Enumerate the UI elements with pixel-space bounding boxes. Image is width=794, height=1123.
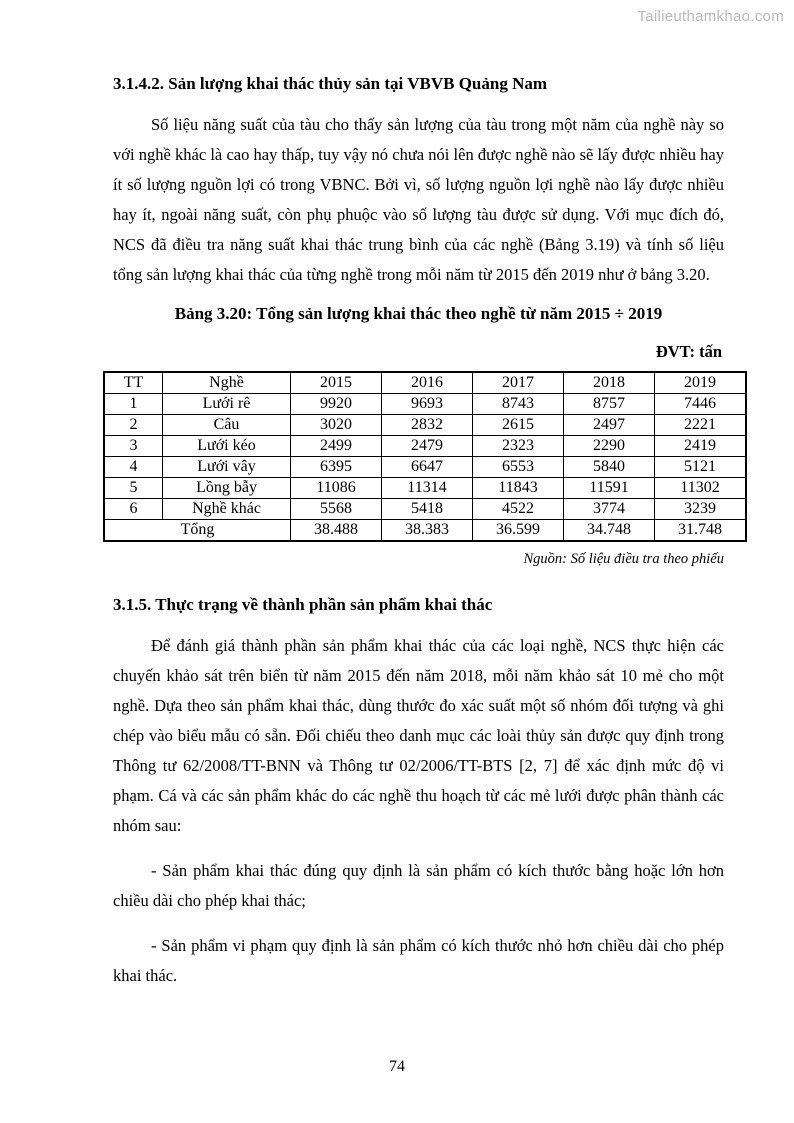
- table-row: [104, 499, 746, 520]
- table-header-cell: 2018: [564, 372, 655, 394]
- table-header-row: [104, 372, 746, 394]
- table-cell: 4522: [473, 499, 564, 520]
- table-cell: 2499: [291, 436, 382, 457]
- table-cell: 5840: [564, 457, 655, 478]
- table-cell: 11591: [564, 478, 655, 499]
- table-cell: 3020: [291, 415, 382, 436]
- table-cell: Lưới vây: [163, 457, 291, 478]
- table-cell: 11302: [655, 478, 747, 499]
- table-row: [104, 394, 746, 415]
- table-cell: Câu: [163, 415, 291, 436]
- page-content: [113, 72, 724, 991]
- table-header-cell: 2019: [655, 372, 747, 394]
- paragraph-catch-output: Số liệu năng suất của tàu cho thấy sản lượng của tàu trong một năm của nghề này so với nghề khác là cao hay thấp, tuy vậy nó chưa nói lên được nghề nào sẽ lấy được nhiều hay ít số lượng nguồn lợi có trong VBNC. Bởi vì, số lượng nguồn lợi nghề nào lấy được nhiều hay ít, ngoài năng suất, còn phụ phuộc vào số lượng tàu được sử dụng. Với mục đích đó, NCS đã điều tra năng suất khai thác trung bình của các nghề (Bảng 3.19) và tính số liệu tổng sản lượng khai thác của từng nghề trong mỗi năm từ 2015 đến 2019 như ở bảng 3.20.: [113, 115, 724, 284]
- unit-label: ĐVT: tấn: [655, 342, 722, 361]
- table-row: [104, 436, 746, 457]
- table-row: [104, 457, 746, 478]
- table-cell: Lưới rê: [163, 394, 291, 415]
- table-cell: 2290: [564, 436, 655, 457]
- table-cell: 1: [104, 394, 163, 415]
- table-cell: 5: [104, 478, 163, 499]
- table-row: [104, 478, 746, 499]
- table-row: [104, 415, 746, 436]
- table-cell: 6: [104, 499, 163, 520]
- table-source-note: Nguồn: Số liệu điều tra theo phiếu: [523, 551, 724, 567]
- table-cell: 2615: [473, 415, 564, 436]
- table-header-cell: 2016: [382, 372, 473, 394]
- page-number: 74: [389, 1058, 405, 1075]
- table-total-cell: 34.748: [564, 520, 655, 542]
- table-header-cell: Nghề: [163, 372, 291, 394]
- bullet-compliant-product: - Sản phẩm khai thác đúng quy định là sản phẩm có kích thước bằng hoặc lớn hơn chiều dài cho phép khai thác;: [113, 861, 724, 910]
- table-cell: 2: [104, 415, 163, 436]
- table-total-cell: 36.599: [473, 520, 564, 542]
- table-cell: 2419: [655, 436, 747, 457]
- section-heading-3142: 3.1.4.2. Sản lượng khai thác thủy sản tại VBVB Quảng Nam: [113, 74, 548, 93]
- table-cell: 4: [104, 457, 163, 478]
- table-cell: 7446: [655, 394, 747, 415]
- table-cell: 11086: [291, 478, 382, 499]
- section-heading-315: 3.1.5. Thực trạng về thành phần sản phẩm khai thác: [113, 595, 493, 614]
- table-cell: 5418: [382, 499, 473, 520]
- table-cell: 11843: [473, 478, 564, 499]
- table-cell: 11314: [382, 478, 473, 499]
- table-cell: 2221: [655, 415, 747, 436]
- table-header-cell: TT: [104, 372, 163, 394]
- table-cell: Lưới kéo: [163, 436, 291, 457]
- table-cell: 2497: [564, 415, 655, 436]
- table-total-label: Tổng: [104, 520, 291, 542]
- table-caption: Bảng 3.20: Tổng sản lượng khai thác theo nghề từ năm 2015 ÷ 2019: [174, 304, 663, 323]
- table-cell: 3239: [655, 499, 747, 520]
- site-watermark: Tailieuthamkhao.com: [637, 8, 784, 25]
- table-cell: 8757: [564, 394, 655, 415]
- table-cell: 9920: [291, 394, 382, 415]
- table-cell: Nghề khác: [163, 499, 291, 520]
- paragraph-survey-method: Để đánh giá thành phần sản phẩm khai thác của các loại nghề, NCS thực hiện các chuyến khảo sát trên biển từ năm 2015 đến năm 2018, mỗi năm khảo sát 10 mẻ cho một nghề. Dựa theo sản phẩm khai thác, dùng thước đo xác suất một số nhóm đối tượng và ghi chép vào biểu mẫu có sẵn. Đối chiếu theo danh mục các loài thủy sản được quy định trong Thông tư 62/2008/TT-BNN và Thông tư 02/2006/TT-BTS [2, 7] để xác định mức độ vi phạm. Cá và các sản phẩm khác do các nghề thu hoạch từ các mẻ lưới được phân thành các nhóm sau:: [113, 636, 724, 835]
- table-cell: 5121: [655, 457, 747, 478]
- table-total-cell: 31.748: [655, 520, 747, 542]
- catch-output-table: [103, 371, 747, 542]
- table-total-cell: 38.488: [291, 520, 382, 542]
- bullet-violating-product: - Sản phẩm vi phạm quy định là sản phẩm có kích thước nhỏ hơn chiều dài cho phép khai thác.: [113, 936, 724, 985]
- table-total-cell: 38.383: [382, 520, 473, 542]
- table-cell: 8743: [473, 394, 564, 415]
- table-cell: 9693: [382, 394, 473, 415]
- table-header-cell: 2015: [291, 372, 382, 394]
- table-cell: 2323: [473, 436, 564, 457]
- table-cell: 6395: [291, 457, 382, 478]
- table-cell: 2479: [382, 436, 473, 457]
- table-cell: 3774: [564, 499, 655, 520]
- table-cell: 6647: [382, 457, 473, 478]
- table-cell: 5568: [291, 499, 382, 520]
- table-cell: 3: [104, 436, 163, 457]
- table-cell: Lồng bẫy: [163, 478, 291, 499]
- table-header-cell: 2017: [473, 372, 564, 394]
- table-total-row: [104, 520, 746, 542]
- table-cell: 6553: [473, 457, 564, 478]
- table-cell: 2832: [382, 415, 473, 436]
